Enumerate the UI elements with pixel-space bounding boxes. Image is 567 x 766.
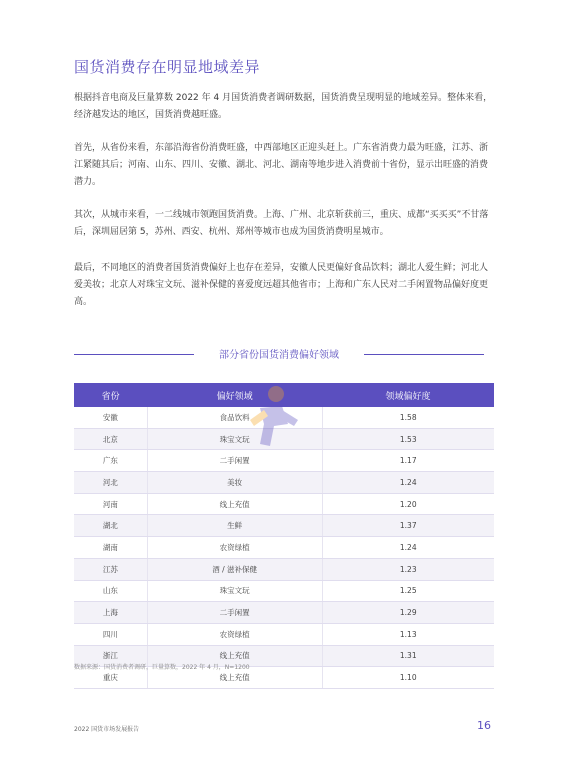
cell-province: 重庆 (74, 667, 147, 689)
cell-province: 上海 (74, 602, 147, 624)
cell-score: 1.37 (322, 515, 494, 537)
cell-score: 1.53 (322, 428, 494, 450)
caption-divider-right (364, 354, 484, 355)
cell-field: 珠宝文玩 (147, 580, 322, 602)
table-row (74, 515, 494, 537)
table-row (74, 472, 494, 494)
cell-province: 安徽 (74, 407, 147, 428)
paragraph-city: 其次，从城市来看，一二线城市领跑国货消费。上海、广州、北京斩获前三，重庆、成都“买买买”不甘落后，深圳屈居第 5，苏州、西安、杭州、郑州等城市也成为国货消费明星城市。 (74, 210, 489, 237)
cell-province: 浙江 (74, 645, 147, 667)
cell-province: 河南 (74, 493, 147, 515)
footer-report-name: 2022 国货市场发展报告 (74, 726, 140, 733)
cell-field: 农资绿植 (147, 623, 322, 645)
table-row (74, 493, 494, 515)
cell-field: 二手闲置 (147, 450, 322, 472)
cell-field: 生鲜 (147, 515, 322, 537)
cell-score: 1.13 (322, 623, 494, 645)
paragraph-preference: 最后，不同地区的消费者国货消费偏好上也存在差异，安徽人民更偏好食品饮料；湖北人爱生鲜；河北人爱美妆；北京人对珠宝文玩、滋补保健的喜爱度远超其他省市；上海和广东人民对二手闲置物品偏好度更高。 (74, 263, 489, 307)
page-number: 16 (477, 719, 491, 732)
cell-score: 1.24 (322, 537, 494, 559)
cell-field: 线上充值 (147, 645, 322, 667)
cell-score: 1.58 (322, 407, 494, 428)
table-row (74, 580, 494, 602)
table-caption-text: 部分省份国货消费偏好领域 (219, 350, 339, 361)
cell-field: 线上充值 (147, 493, 322, 515)
cell-score: 1.20 (322, 493, 494, 515)
cell-province: 广东 (74, 450, 147, 472)
cell-score: 1.25 (322, 580, 494, 602)
cell-field: 酒 / 滋补保健 (147, 558, 322, 580)
page-title: 国货消费存在明显地域差异 (74, 58, 261, 76)
table-row (74, 558, 494, 580)
cell-field: 珠宝文玩 (147, 428, 322, 450)
cell-province: 四川 (74, 623, 147, 645)
cell-province: 湖北 (74, 515, 147, 537)
paragraph-intro: 根据抖音电商及巨量算数 2022 年 4 月国货消费者调研数据，国货消费呈现明显的地域差异。整体来看，经济越发达的地区，国货消费越旺盛。 (74, 93, 493, 120)
cell-province: 河北 (74, 472, 147, 494)
cell-province: 北京 (74, 428, 147, 450)
cell-province: 山东 (74, 580, 147, 602)
header-province: 省份 (74, 383, 147, 407)
table-caption (74, 346, 494, 362)
cell-field: 食品饮料 (147, 407, 322, 428)
cell-score: 1.29 (322, 602, 494, 624)
cell-field: 线上充值 (147, 667, 322, 689)
cell-field: 美妆 (147, 472, 322, 494)
data-source-note: 数据来源：国货消费者调研，巨量算数，2022 年 4 月，N=1200 (74, 664, 250, 671)
cell-field: 二手闲置 (147, 602, 322, 624)
cell-score: 1.31 (322, 645, 494, 667)
cell-field: 农资绿植 (147, 537, 322, 559)
cell-province: 湖南 (74, 537, 147, 559)
header-field: 偏好领域 (147, 383, 322, 407)
header-score: 领域偏好度 (322, 383, 494, 407)
cell-score: 1.10 (322, 667, 494, 689)
cell-score: 1.24 (322, 472, 494, 494)
cell-score: 1.23 (322, 558, 494, 580)
paragraph-province: 首先，从省份来看，东部沿海省份消费旺盛，中西部地区正迎头赶上。广东省消费力最为旺盛，江苏、浙江紧随其后；河南、山东、四川、安徽、湖北、河北、湖南等地步进入消费前十省份，显示出旺盛的消费潜力。 (74, 143, 489, 187)
runner-watermark-icon (230, 380, 310, 460)
table-row (74, 537, 494, 559)
table-row (74, 623, 494, 645)
cell-province: 江苏 (74, 558, 147, 580)
cell-score: 1.17 (322, 450, 494, 472)
table-row (74, 602, 494, 624)
